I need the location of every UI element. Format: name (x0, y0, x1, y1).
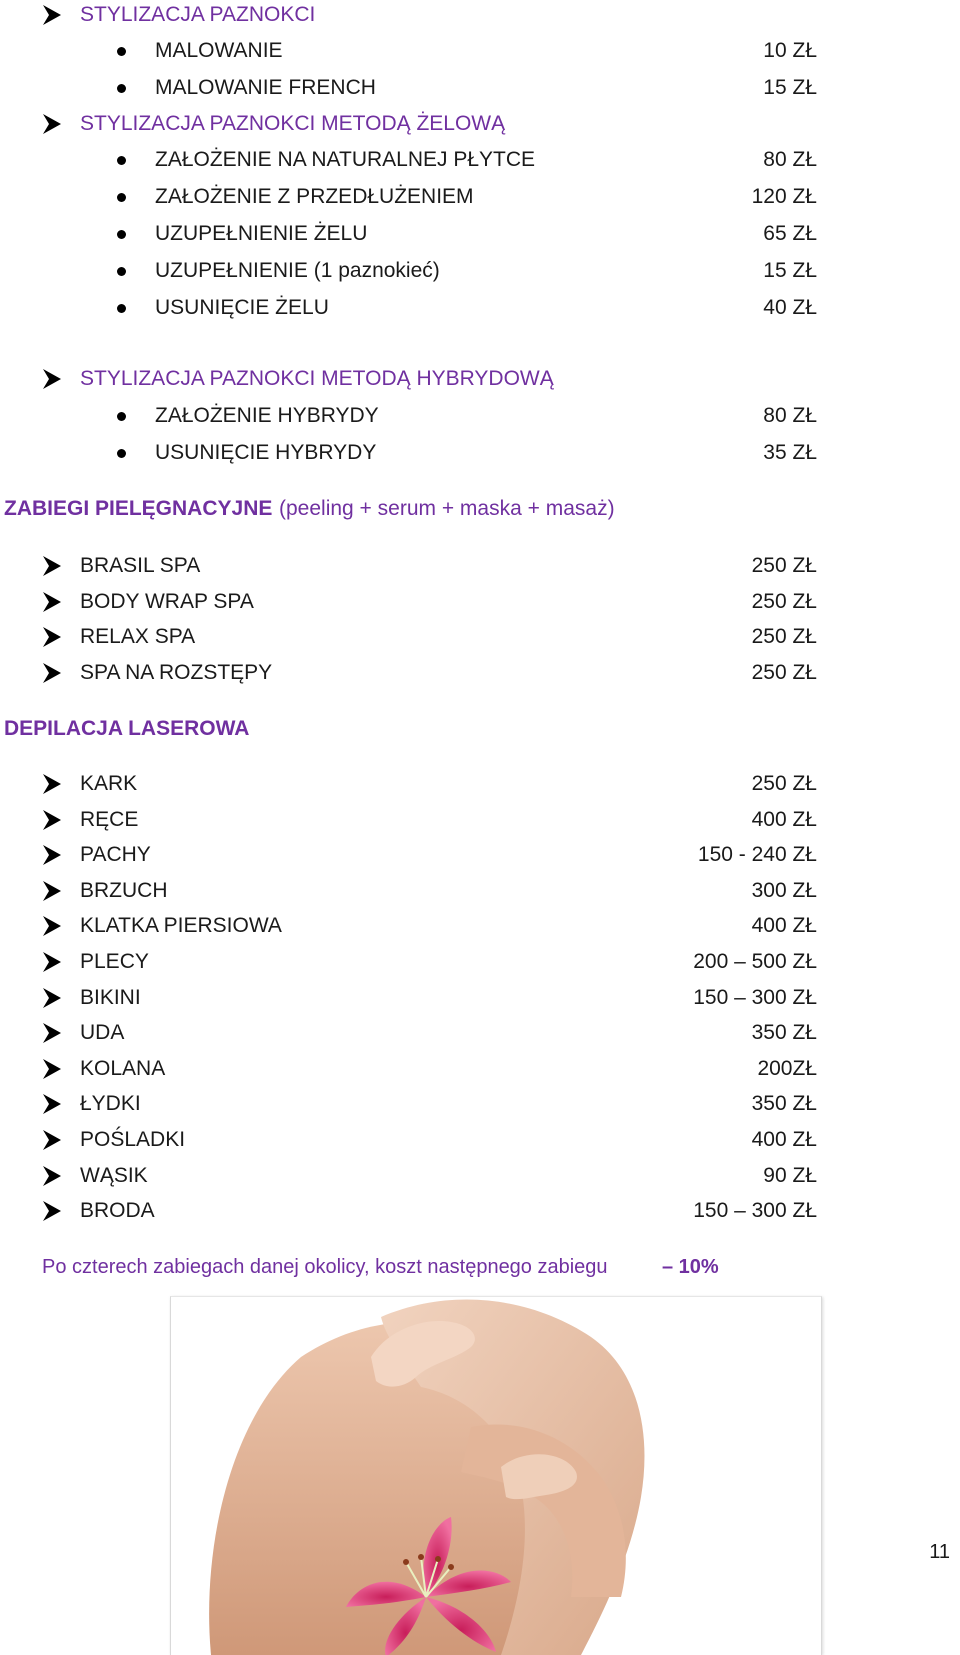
service-label: WĄSIK (80, 1164, 148, 1187)
service-label: BRZUCH (80, 879, 168, 902)
service-price: 350 ZŁ (751, 1092, 817, 1115)
service-price: 150 – 300 ZŁ (693, 1199, 817, 1222)
arrowhead-bullet-icon (42, 809, 62, 831)
section-title: STYLIZACJA PAZNOKCI METODĄ HYBRYDOWĄ (80, 367, 554, 390)
service-label: KARK (80, 772, 138, 795)
service-label: BODY WRAP SPA (80, 590, 254, 613)
price-row (0, 36, 960, 66)
service-price: 80 ZŁ (763, 148, 817, 171)
price-row (0, 587, 960, 617)
price-row (0, 438, 960, 468)
price-row (0, 658, 960, 688)
arrowhead-bullet-icon (42, 555, 62, 577)
section-heading-nails (0, 0, 960, 30)
price-row (0, 1089, 960, 1119)
price-row (0, 1018, 960, 1048)
service-price: 350 ZŁ (751, 1021, 817, 1044)
price-row (0, 622, 960, 652)
service-price: 15 ZŁ (763, 259, 817, 282)
arrowhead-bullet-icon (42, 951, 62, 973)
service-label: POŚLADKI (80, 1128, 186, 1151)
arrowhead-bullet-icon (42, 915, 62, 937)
section-heading-gel (0, 109, 960, 139)
service-label: KOLANA (80, 1057, 166, 1080)
section-heading-laser (0, 714, 960, 744)
bullet-icon (117, 449, 126, 458)
service-price: 400 ZŁ (751, 1128, 817, 1151)
service-label: PACHY (80, 843, 151, 866)
page-number: 11 (929, 1541, 950, 1563)
service-label: RELAX SPA (80, 625, 196, 648)
service-price: 80 ZŁ (763, 404, 817, 427)
service-label: MALOWANIE (155, 39, 283, 62)
section-heading-care (0, 494, 960, 524)
bullet-icon (117, 193, 126, 202)
arrowhead-bullet-icon (42, 880, 62, 902)
service-label: UZUPEŁNIENIE ŻELU (155, 222, 368, 245)
service-label: SPA NA ROZSTĘPY (80, 661, 273, 684)
service-price: 150 – 300 ZŁ (693, 986, 817, 1009)
service-label: BRODA (80, 1199, 155, 1222)
service-price: 90 ZŁ (763, 1164, 817, 1187)
service-label: UZUPEŁNIENIE (1 paznokieć) (155, 259, 440, 282)
section-title: DEPILACJA LASEROWA (4, 717, 250, 740)
arrowhead-bullet-icon (42, 1200, 62, 1222)
service-price: 40 ZŁ (763, 296, 817, 319)
service-price: 150 - 240 ZŁ (697, 843, 817, 866)
service-price: 65 ZŁ (763, 222, 817, 245)
service-label: USUNIĘCIE HYBRYDY (155, 441, 377, 464)
service-price: 250 ZŁ (751, 661, 817, 684)
price-row (0, 1054, 960, 1084)
bullet-icon (117, 412, 126, 421)
price-row (0, 73, 960, 103)
service-label: ŁYDKI (80, 1092, 141, 1115)
arrowhead-bullet-icon (42, 1022, 62, 1044)
price-row (0, 983, 960, 1013)
price-row (0, 911, 960, 941)
price-row (0, 256, 960, 286)
price-row (0, 1196, 960, 1226)
service-label: RĘCE (80, 808, 139, 831)
section-heading-hybrid (0, 364, 960, 394)
discount-value: – 10% (662, 1256, 719, 1278)
body-with-lily-illustration (171, 1297, 821, 1655)
service-price: 10 ZŁ (763, 39, 817, 62)
price-row (0, 840, 960, 870)
section-title: STYLIZACJA PAZNOKCI (80, 3, 316, 26)
service-label: MALOWANIE FRENCH (155, 76, 376, 99)
service-price: 250 ZŁ (751, 590, 817, 613)
discount-note (0, 1252, 960, 1282)
service-label: USUNIĘCIE ŻELU (155, 296, 329, 319)
arrowhead-bullet-icon (42, 987, 62, 1009)
service-price: 400 ZŁ (751, 914, 817, 937)
arrowhead-bullet-icon (42, 1093, 62, 1115)
price-row (0, 805, 960, 835)
service-label: UDA (80, 1021, 125, 1044)
bullet-icon (117, 47, 126, 56)
service-price: 15 ZŁ (763, 76, 817, 99)
arrowhead-bullet-icon (42, 1165, 62, 1187)
arrowhead-bullet-icon (42, 844, 62, 866)
service-label: PLECY (80, 950, 149, 973)
section-title: ZABIEGI PIELĘGNACYJNE (4, 497, 273, 520)
price-row (0, 947, 960, 977)
service-label: ZAŁOŻENIE Z PRZEDŁUŻENIEM (155, 185, 474, 208)
service-price: 200 – 500 ZŁ (693, 950, 817, 973)
service-price: 300 ZŁ (751, 879, 817, 902)
service-label: ZAŁOŻENIE HYBRYDY (155, 404, 379, 427)
price-row (0, 145, 960, 175)
section-subtitle: (peeling + serum + maska + masaż) (279, 497, 615, 520)
discount-note-text: Po czterech zabiegach danej okolicy, koszt następnego zabiegu (42, 1256, 608, 1278)
price-row (0, 769, 960, 799)
arrowhead-bullet-icon (42, 662, 62, 684)
service-label: ZAŁOŻENIE NA NATURALNEJ PŁYTCE (155, 148, 536, 171)
arrowhead-bullet-icon (42, 773, 62, 795)
bullet-icon (117, 84, 126, 93)
bullet-icon (117, 267, 126, 276)
service-price: 120 ZŁ (751, 185, 817, 208)
service-price: 200ZŁ (757, 1057, 817, 1080)
price-row (0, 293, 960, 323)
service-price: 250 ZŁ (751, 625, 817, 648)
decorative-photo (170, 1296, 822, 1655)
arrowhead-bullet-icon (42, 626, 62, 648)
arrowhead-bullet-icon (42, 1058, 62, 1080)
service-price: 250 ZŁ (751, 772, 817, 795)
price-row (0, 1125, 960, 1155)
service-label: KLATKA PIERSIOWA (80, 914, 282, 937)
arrowhead-bullet-icon (42, 1129, 62, 1151)
section-title: STYLIZACJA PAZNOKCI METODĄ ŻELOWĄ (80, 112, 506, 135)
price-row (0, 1161, 960, 1191)
bullet-icon (117, 304, 126, 313)
service-label: BIKINI (80, 986, 141, 1009)
price-row (0, 219, 960, 249)
service-price: 250 ZŁ (751, 554, 817, 577)
arrowhead-bullet-icon (42, 368, 62, 390)
price-row (0, 551, 960, 581)
service-label: BRASIL SPA (80, 554, 201, 577)
price-row (0, 182, 960, 212)
arrowhead-bullet-icon (42, 591, 62, 613)
service-price: 35 ZŁ (763, 441, 817, 464)
arrowhead-bullet-icon (42, 4, 62, 26)
bullet-icon (117, 230, 126, 239)
price-row (0, 401, 960, 431)
arrowhead-bullet-icon (42, 113, 62, 135)
service-price: 400 ZŁ (751, 808, 817, 831)
price-row (0, 876, 960, 906)
bullet-icon (117, 156, 126, 165)
